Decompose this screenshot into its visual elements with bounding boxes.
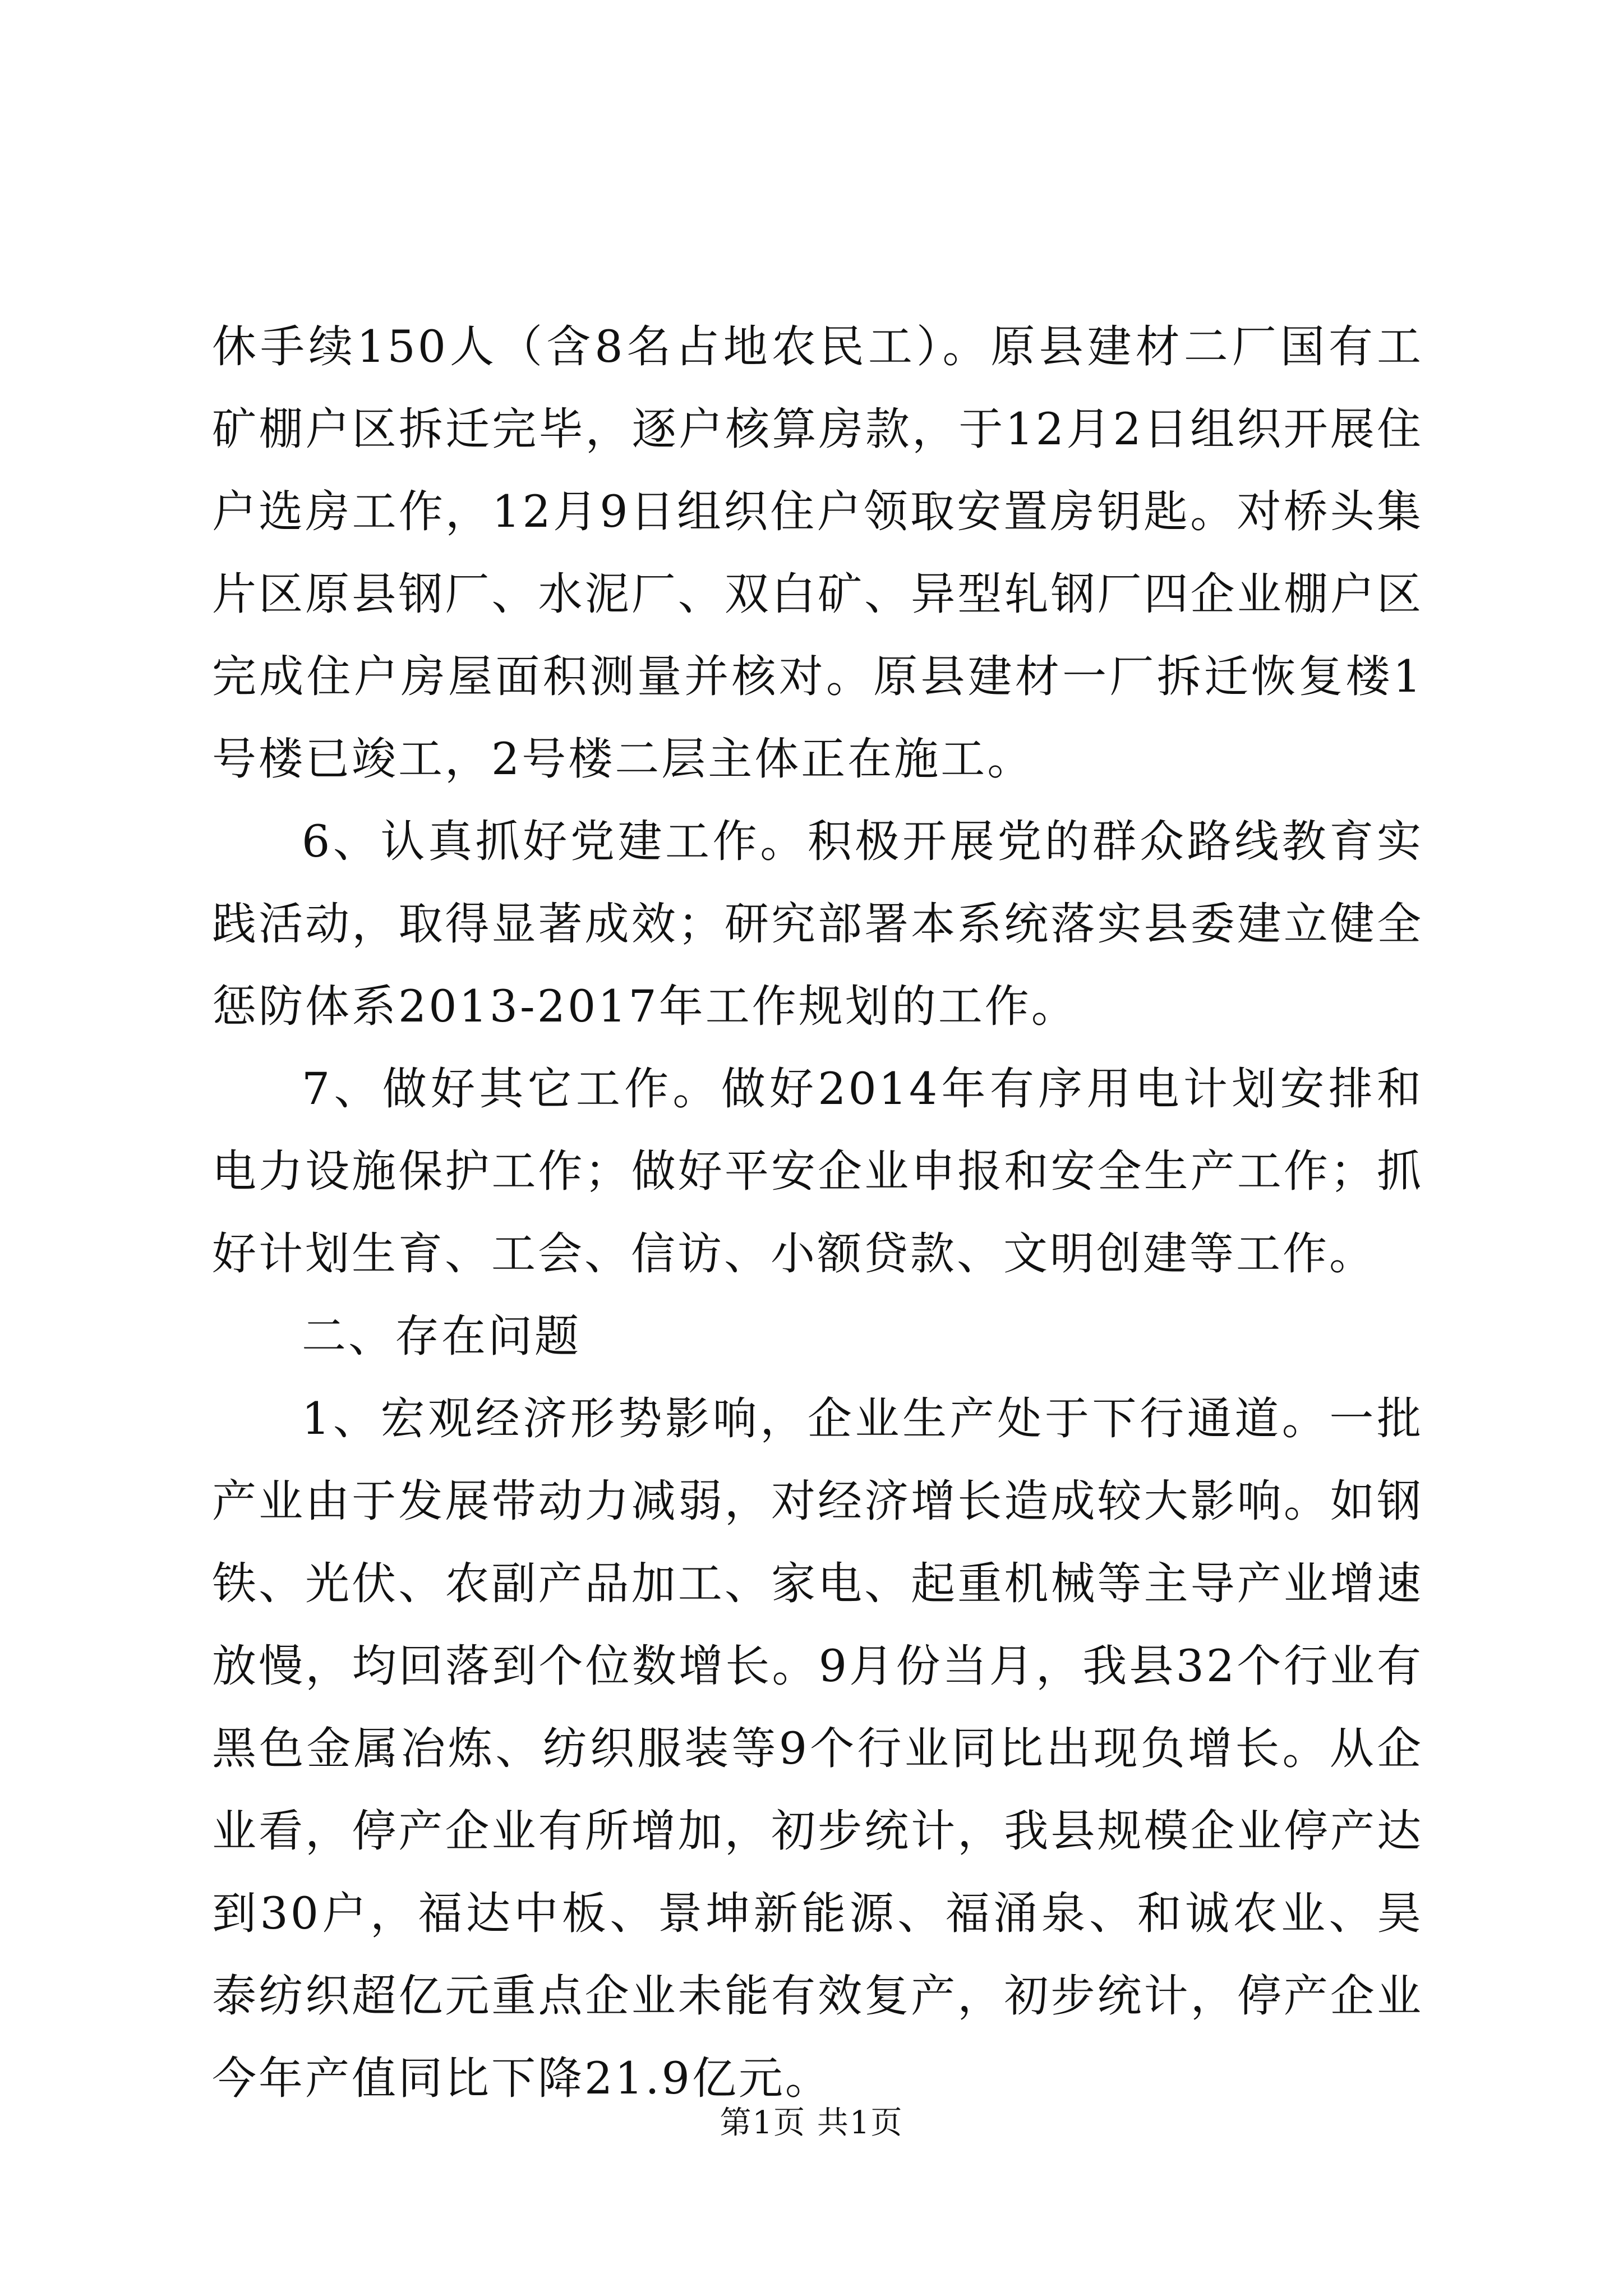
section-heading-problems: 二、存在问题 [302,1310,581,1362]
paragraph-macro-economy: 1、宏观经济形势影响，企业生产处于下行通道。一批产业由于发展带动力减弱，对经济增长造成较大影响。如钢铁、光伏、农副产品加工、家电、起重机械等主导产业增速放慢，均回落到个位数增长。9月份当月，我县32个行业有黑色金属冶炼、纺织服装等9个行业同比出现负增长。从企业看，停产企业有所增加，初步统计，我县规模企业停产达到30户，福达中板、景坤新能源、福涌泉、和诚农业、昊泰纺织超亿元重点企业未能有效复产，初步统计，停产企业今年产值同比下降21.9亿元。 [212,1393,1423,2104]
page-number-footer: 第1页 共1页 [720,2105,903,2141]
paragraph-continuation: 休手续150人（含8名占地农民工）。原县建材二厂国有工矿棚户区拆迁完毕，逐户核算房款，于12月2日组织开展住户选房工作，12月9日组织住户领取安置房钥匙。对桥头集片区原县钢厂、水泥厂、双白矿、异型轧钢厂四企业棚户区完成住户房屋面积测量并核对。原县建材一厂拆迁恢复楼1号楼已竣工，2号楼二层主体正在施工。 [212,321,1423,785]
paragraph-party-building: 6、认真抓好党建工作。积极开展党的群众路线教育实践活动，取得显著成效；研究部署本系统落实县委建立健全惩防体系2013-2017年工作规划的工作。 [212,816,1423,1032]
paragraph-other-work: 7、做好其它工作。做好2014年有序用电计划安排和电力设施保护工作；做好平安企业申报和安全生产工作；抓好计划生育、工会、信访、小额贷款、文明创建等工作。 [212,1063,1423,1280]
document-body [212,306,1423,2120]
